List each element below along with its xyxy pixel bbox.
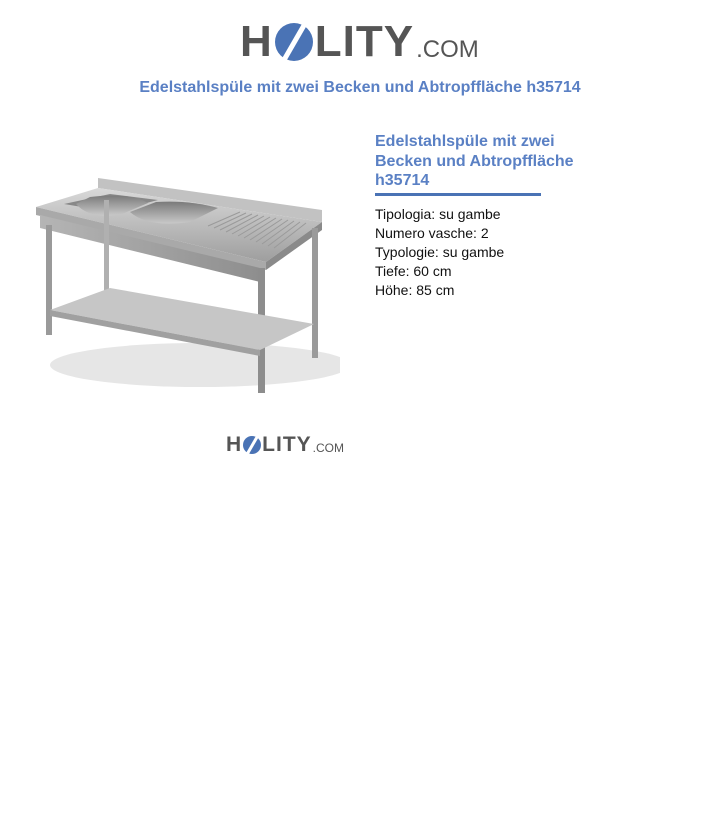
- logo-text: LITY: [262, 433, 312, 456]
- product-title: Edelstahlspüle mit zwei Becken und Abtropffläche h35714: [375, 133, 574, 189]
- logo-suffix: .COM: [312, 441, 345, 455]
- spec-item: Numero vasche: 2: [375, 225, 489, 241]
- holity-logo-small: [226, 430, 344, 456]
- stainless-steel-sink-icon: [30, 170, 340, 410]
- logo-suffix: .COM: [416, 36, 479, 63]
- spec-item: Tipologia: su gambe: [375, 206, 501, 222]
- title-divider: [375, 193, 541, 196]
- logo-circle-icon: [243, 436, 261, 454]
- logo-circle-icon: [275, 23, 313, 61]
- logo-text: LITY: [314, 17, 415, 66]
- logo-text: H: [226, 433, 243, 456]
- page-title: Edelstahlspüle mit zwei Becken und Abtropffläche h35714: [139, 79, 581, 96]
- spec-list: [375, 205, 504, 300]
- spec-item: Tiefe: 60 cm: [375, 263, 452, 279]
- holity-logo: [240, 14, 479, 64]
- logo-text: H: [240, 17, 273, 66]
- spec-item: Höhe: 85 cm: [375, 282, 455, 298]
- spec-item: Typologie: su gambe: [375, 244, 505, 260]
